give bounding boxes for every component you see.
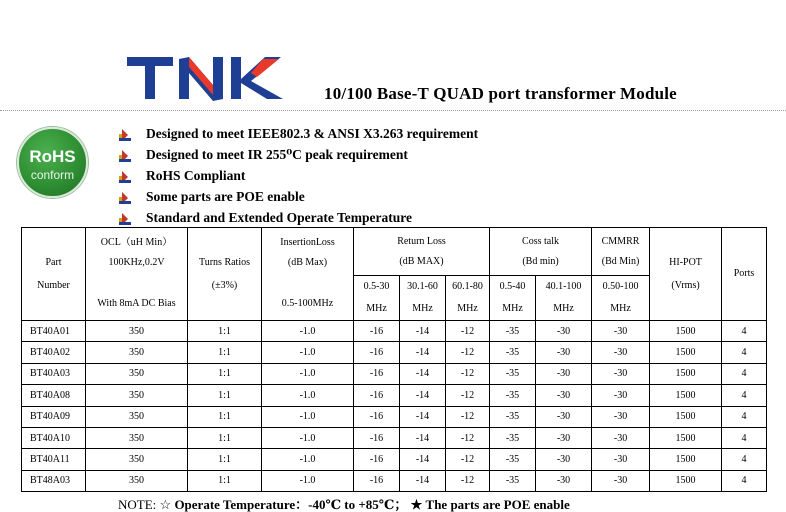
table-cell: 4 [722,406,767,427]
feature-text: RoHS Compliant [146,168,246,183]
bullet-icon [118,169,132,183]
table-cell: 1:1 [188,470,262,491]
table-cell: 350 [86,470,188,491]
header-band: 0.50-100 MHz [592,276,650,321]
document-title: 10/100 Base-T QUAD port transformer Module [324,84,677,103]
table-cell: 1500 [650,427,722,448]
table-cell: 1:1 [188,385,262,406]
table-cell: BT40A09 [22,406,86,427]
table-cell: -16 [354,321,400,342]
table-cell: -1.0 [262,406,354,427]
table-row [22,470,767,491]
table-cell: -30 [592,342,650,363]
header-band: 0.5-40 MHz [490,276,536,321]
table-cell: -16 [354,363,400,384]
header-hipot: HI-POT (Vrms) [650,228,722,321]
table-cell: -12 [446,363,490,384]
footnote [118,494,570,512]
header-turns-ratio: Turns Ratios (±3%) [188,228,262,321]
filled-star-icon: ★ [410,497,423,512]
table-cell: -16 [354,427,400,448]
table-cell: BT40A08 [22,385,86,406]
table-row [22,321,767,342]
table-cell: -35 [490,342,536,363]
table-cell: 350 [86,385,188,406]
table-cell: 350 [86,363,188,384]
spec-table [21,227,767,492]
feature-list [118,123,478,228]
table-cell: -12 [446,449,490,470]
table-row [22,449,767,470]
table-cell: -14 [400,385,446,406]
table-cell: 350 [86,427,188,448]
table-cell: -14 [400,363,446,384]
rohs-badge-title: RoHS [29,147,76,166]
table-cell: -30 [536,449,592,470]
table-cell: 4 [722,449,767,470]
table-cell: 1500 [650,385,722,406]
table-cell: -14 [400,427,446,448]
header-insertion-loss: InsertionLoss (dB Max) 0.5-100MHz [262,228,354,321]
bullet-icon [118,211,132,225]
table-cell: -30 [536,321,592,342]
feature-text: Some parts are POE enable [146,189,305,204]
table-cell: -14 [400,470,446,491]
table-cell: 4 [722,342,767,363]
table-cell: -1.0 [262,449,354,470]
table-cell: -1.0 [262,363,354,384]
table-cell: -30 [592,449,650,470]
table-cell: -35 [490,470,536,491]
table-cell: -16 [354,342,400,363]
feature-text: Designed to meet IR 255⁰C peak requirement [146,147,408,162]
table-cell: -30 [536,385,592,406]
tnk-logo [127,55,287,101]
table-cell: 1500 [650,321,722,342]
title-divider [0,110,786,111]
table-cell: 4 [722,385,767,406]
table-row [22,406,767,427]
header-band: 60.1-80 MHz [446,276,490,321]
header-cross-talk: Coss talk (Bd min) [490,228,592,276]
header-band: 40.1-100 MHz [536,276,592,321]
table-cell: -35 [490,449,536,470]
table-cell: -1.0 [262,342,354,363]
table-cell: -35 [490,363,536,384]
table-cell: 1500 [650,449,722,470]
header-ports: Ports [722,228,767,321]
table-cell: 1:1 [188,363,262,384]
table-cell: -30 [592,427,650,448]
feature-item [118,165,478,186]
table-cell: 4 [722,321,767,342]
table-cell: -12 [446,406,490,427]
table-cell: -14 [400,342,446,363]
table-cell: -16 [354,449,400,470]
table-cell: -14 [400,321,446,342]
table-cell: -12 [446,427,490,448]
table-cell: 4 [722,363,767,384]
table-cell: 4 [722,470,767,491]
table-cell: 4 [722,427,767,448]
table-cell: 1500 [650,470,722,491]
feature-item [118,144,478,165]
table-cell: 350 [86,406,188,427]
table-cell: -30 [592,470,650,491]
table-cell: 350 [86,342,188,363]
table-cell: -30 [592,406,650,427]
table-cell: 1500 [650,342,722,363]
feature-item [118,207,478,228]
table-cell: -35 [490,406,536,427]
table-cell: 1:1 [188,449,262,470]
table-cell: -1.0 [262,321,354,342]
table-cell: -30 [592,385,650,406]
table-cell: -16 [354,406,400,427]
table-cell: -1.0 [262,470,354,491]
rohs-badge [17,127,88,198]
table-cell: -30 [536,406,592,427]
table-cell: -14 [400,449,446,470]
bullet-icon [118,127,132,141]
header-band: 30.1-60 MHz [400,276,446,321]
table-cell: -35 [490,321,536,342]
table-body [22,321,767,492]
table-row [22,385,767,406]
table-cell: -35 [490,385,536,406]
table-cell: 350 [86,449,188,470]
table-cell: -35 [490,427,536,448]
table-cell: -30 [536,342,592,363]
table-cell: -30 [536,363,592,384]
header-band: 0.5-30 MHz [354,276,400,321]
table-cell: BT40A10 [22,427,86,448]
header-ocl: OCL（uH Min） 100KHz,0.2V With 8mA DC Bias [86,228,188,321]
header-cmmrr: CMMRR (Bd Min) [592,228,650,276]
table-cell: -12 [446,342,490,363]
bullet-icon [118,190,132,204]
table-row [22,363,767,384]
table-cell: -16 [354,385,400,406]
table-cell: 1:1 [188,342,262,363]
rohs-badge-subtitle: conform [30,168,75,182]
note-prefix: NOTE: ☆ [118,497,172,512]
table-cell: -30 [536,470,592,491]
table-cell: BT40A02 [22,342,86,363]
table-cell: 1:1 [188,406,262,427]
feature-item [118,123,478,144]
table-cell: -12 [446,321,490,342]
table-cell: -14 [400,406,446,427]
feature-text: Designed to meet IEEE802.3 & ANSI X3.263 requirement [146,126,479,141]
table-cell: BT48A03 [22,470,86,491]
table-cell: BT40A01 [22,321,86,342]
table-row [22,427,767,448]
table-cell: -12 [446,385,490,406]
table-cell: -1.0 [262,385,354,406]
table-cell: BT40A11 [22,449,86,470]
table-cell: -16 [354,470,400,491]
header-return-loss: Return Loss (dB MAX) [354,228,490,276]
feature-text: Standard and Extended Operate Temperature [146,210,413,225]
table-cell: -12 [446,470,490,491]
table-cell: 1:1 [188,427,262,448]
note-poe: The parts are POE enable [425,497,570,512]
table-cell: 1500 [650,363,722,384]
table-cell: 350 [86,321,188,342]
note-temperature: Operate Temperature：-40℃ to +85℃； [174,497,408,512]
table-row [22,342,767,363]
bullet-icon [118,148,132,162]
table-cell: 1:1 [188,321,262,342]
header-part-number: Part Number [22,228,86,321]
table-cell: -30 [536,427,592,448]
table-cell: 1500 [650,406,722,427]
feature-item [118,186,478,207]
table-cell: -30 [592,321,650,342]
table-cell: -30 [592,363,650,384]
table-cell: BT40A03 [22,363,86,384]
table-cell: -1.0 [262,427,354,448]
